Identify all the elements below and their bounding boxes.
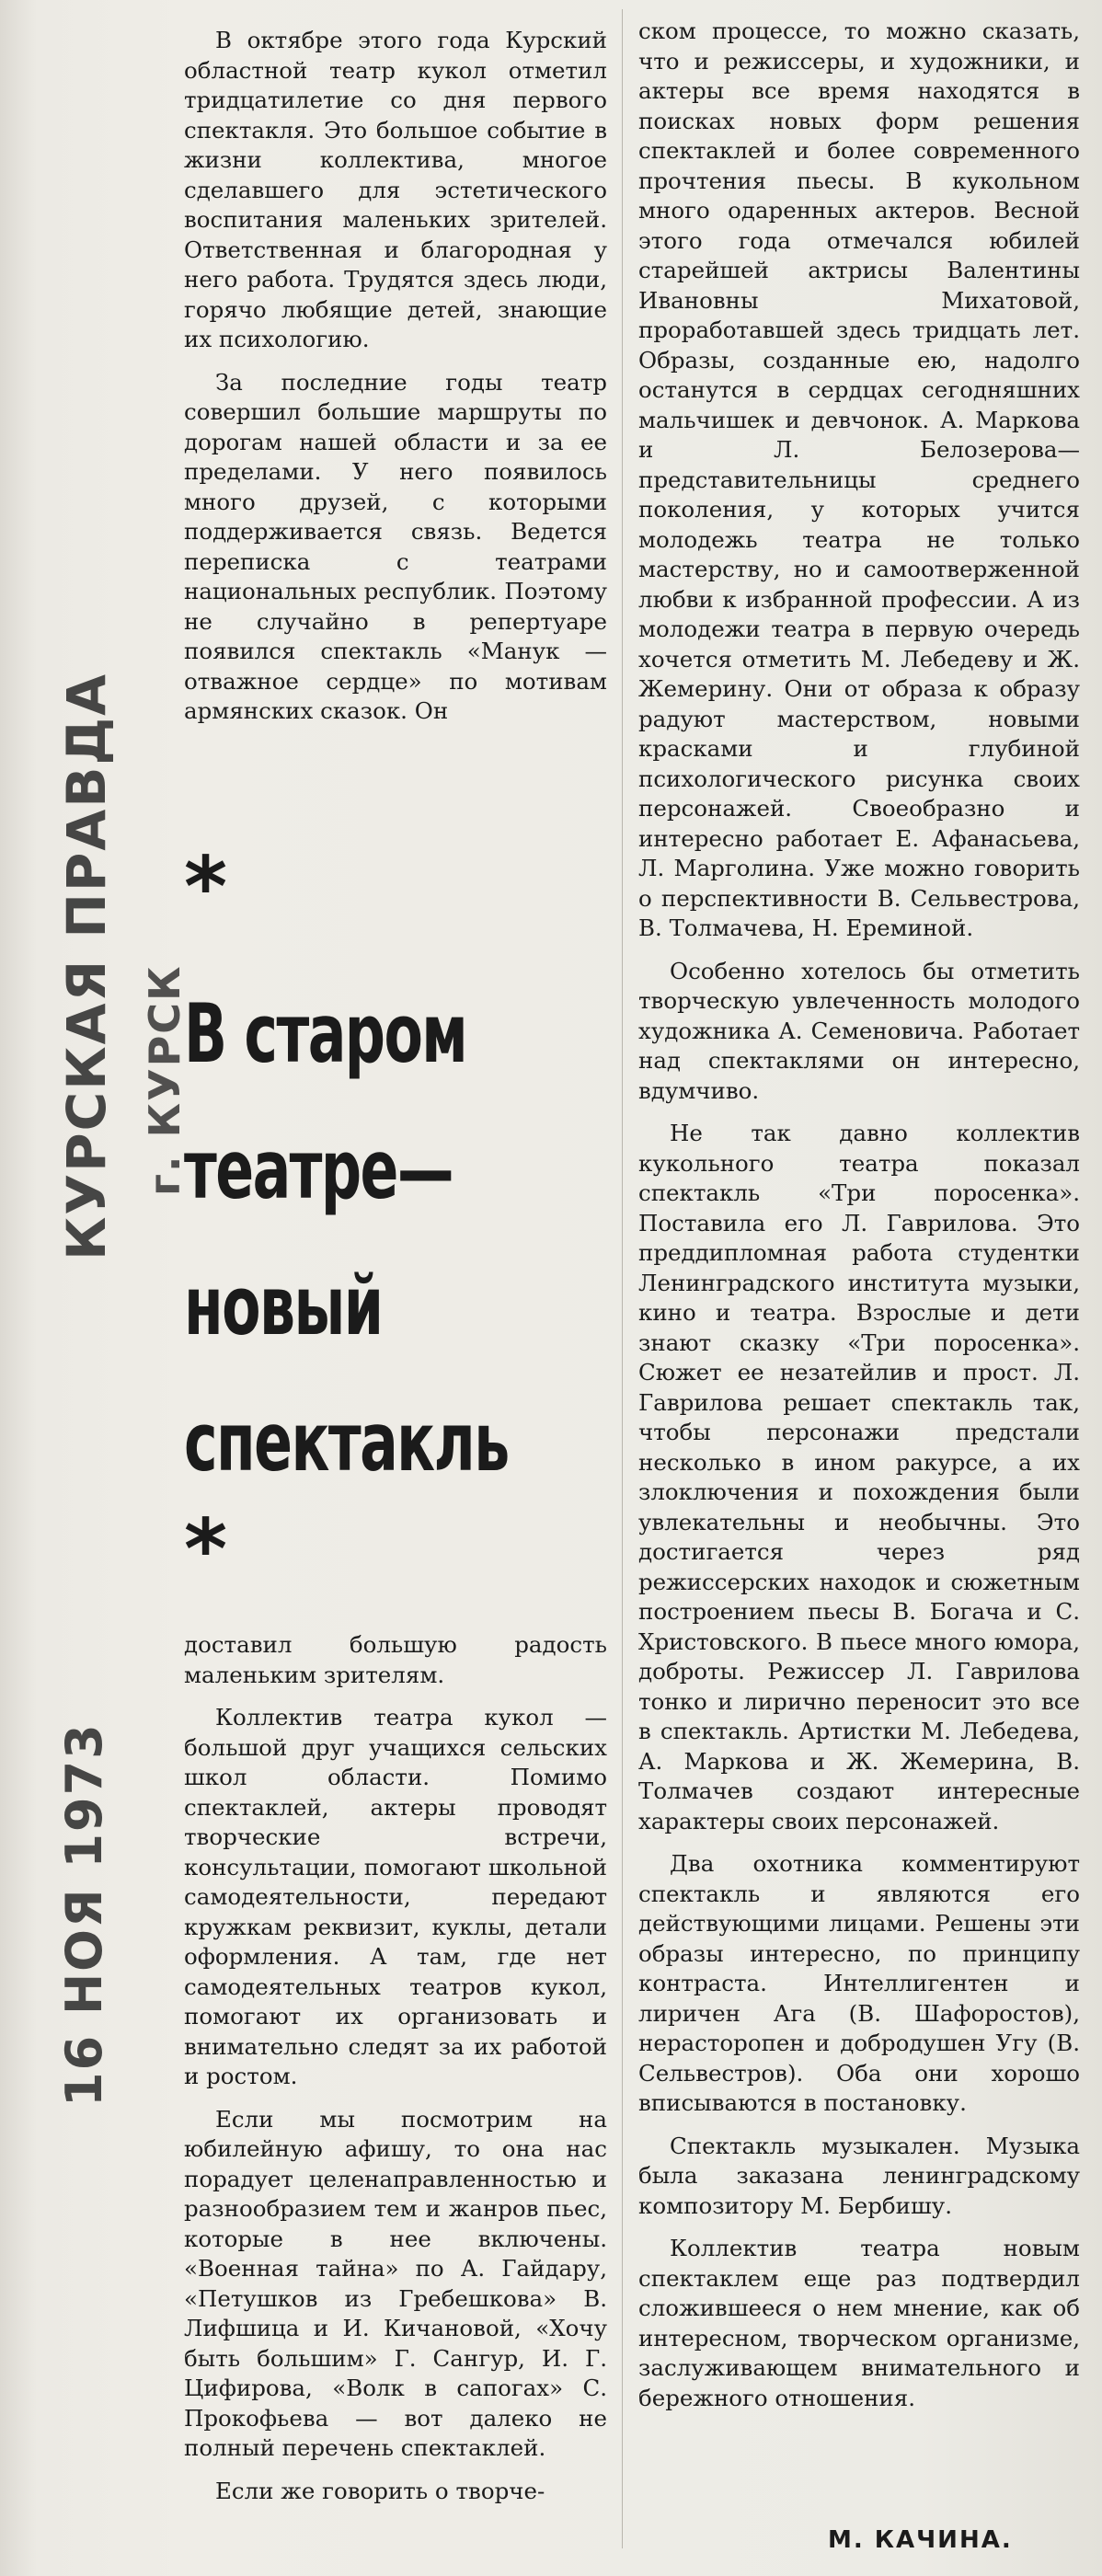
paragraph: Два охотника комментируют спектакль и являются его действующими лицами. Решены эти образы интересно, по принципу контраста. Интеллигентен и лиричен Ага (В. Шафоростов), нерасторопен и добродушен Угу (В. Сельвестров). Оба они хорошо вписываются в постановку. <box>638 1850 1080 2116</box>
paragraph: За последние годы театр совершил большие маршруты по дорогам нашей области и за ее пределами. У него появилось много друзей, с которыми поддерживается связь. Ведется переписка с театрами национальных республик. Поэтому не случайно в репертуаре появился спектакль «Манук — отважное сердце» по мотивам армянских сказок. Он <box>184 368 607 724</box>
date-stamp: 16 НОЯ 1973 <box>55 1722 113 2107</box>
headline-line: спектакль <box>184 1395 509 1489</box>
column-1-bottom <box>184 1630 607 2519</box>
column-2 <box>638 17 1080 2426</box>
paragraph: Если мы посмотрим на юбилейную афишу, то она нас порадует целенаправленностью и разнообразием тем и жанров пьес, которые в нее включены. «Военная тайна» по А. Гайдару, «Петушков из Гребешкова» В. Лифшица и И. Кичановой, «Хочу быть большим» Г. Сангур, И. Г. Цифирова, «Волк в сапогах» С. Прокофьева — вот далеко не полный перечень спектаклей. <box>184 2105 607 2461</box>
city-stamp: г. КУРСК <box>140 964 189 1196</box>
newspaper-name-stamp: КУРСКАЯ ПРАВДА <box>55 672 118 1260</box>
paragraph: Спектакль музыкален. Музыка была заказана ленинградскому композитору М. Бербишу. <box>638 2132 1080 2219</box>
headline-line: В старом <box>184 986 467 1081</box>
paragraph: Не так давно коллектив кукольного театра показал спектакль «Три поросенка». Поставила его Л. Гаврилова. Это преддипломная работа студентки Ленинградского института музыки, кино и театра. Взрослые и дети знают сказку «Три поросенка». Сюжет ее незатейлив и прост. Л. Гаврилова решает спектакль так, чтобы персонажи предстали несколько в ином ракурсе, а их злоключения и похождения были увлекательны и необычны. Это достигается через ряд режиссерских находок и сюжетным построением пьесы В. Богача и С. Христовского. В пьесе много юмора, доброты. Режиссер Л. Гаврилова тонко и лирично переносит это все в спектакль. Артистки М. Лебедева, А. Маркова и Ж. Жемерина, В. Толмачев создают интересные характеры своих персонажей. <box>638 1120 1080 1834</box>
paragraph: В октябре этого года Курский областной театр кукол отметил тридцатилетие со дня первого спектакля. Это большое событие в жизни коллектива, многое сделавшего для эстетического воспитания маленьких зрителей. Ответственная и благородная у него работа. Трудятся здесь люди, горячо любящие детей, знающие их психологию. <box>184 27 607 352</box>
author-signature: М. КАЧИНА. <box>828 2526 1013 2554</box>
paragraph: ском процессе, то можно сказать, что и режиссеры, и художники, и актеры все время находятся в поисках новых форм решения спектаклей и более современного прочтения пьесы. В кукольном много одаренных актеров. Весной этого года отмечался юбилей старейшей актрисы Валентины Ивановны Михатовой, проработавшей здесь тридцать лет. Образы, созданные ею, надолго останутся в сердцах сегодняшних мальчишек и девчонок. А. Маркова и Л. Белозерова—представительницы среднего поколения, у которых учится молодежь театра не только мастерству, но и самоотверженной любви к избранной профессии. А из молодежи театра в первую очередь хочется отметить М. Лебедеву и Ж. Жемерину. Они от образа к образу радуют мастерством, новыми красками и глубиной психологического рисунка своих персонажей. Своеобразно и интересно работает Е. Афанасьева, Л. Марголина. Уже можно говорить о перспективности В. Сельвестрова, В. Толмачева, Н. Ереминой. <box>638 17 1080 941</box>
headline-line: новый <box>184 1259 383 1353</box>
paragraph: Особенно хотелось бы отметить творческую увлеченность молодого художника А. Семеновича. Работает над спектаклями он интересно, вдумчиво. <box>638 957 1080 1104</box>
headline-block <box>184 839 607 1610</box>
column-1-top <box>184 26 607 740</box>
column-divider <box>622 9 623 2548</box>
paragraph: доставил большую радость маленьким зрителям. <box>184 1631 607 1688</box>
paragraph: Коллектив театра новым спектаклем еще раз подтвердил сложившееся о нем мнение, как об интересном, творческом организме, заслуживающем внимательного и бережного отношения. <box>638 2235 1080 2411</box>
headline-line: театре— <box>184 1122 453 1217</box>
article-headline <box>184 966 509 1511</box>
paragraph: Коллектив театра кукол — большой друг учащихся сельских школ области. Помимо спектаклей, актеры проводят творческие встречи, консультации, помогают школьной самодеятельности, передают кружкам реквизит, куклы, детали оформления. А там, где нет самодеятельных театров кукол, помогают их организовать и внимательно следят за их работой и ростом. <box>184 1704 607 2089</box>
paragraph: Если же говорить о творче- <box>215 2477 545 2504</box>
star-ornament-top: * <box>184 839 228 936</box>
star-ornament-bottom: * <box>184 1501 228 1598</box>
